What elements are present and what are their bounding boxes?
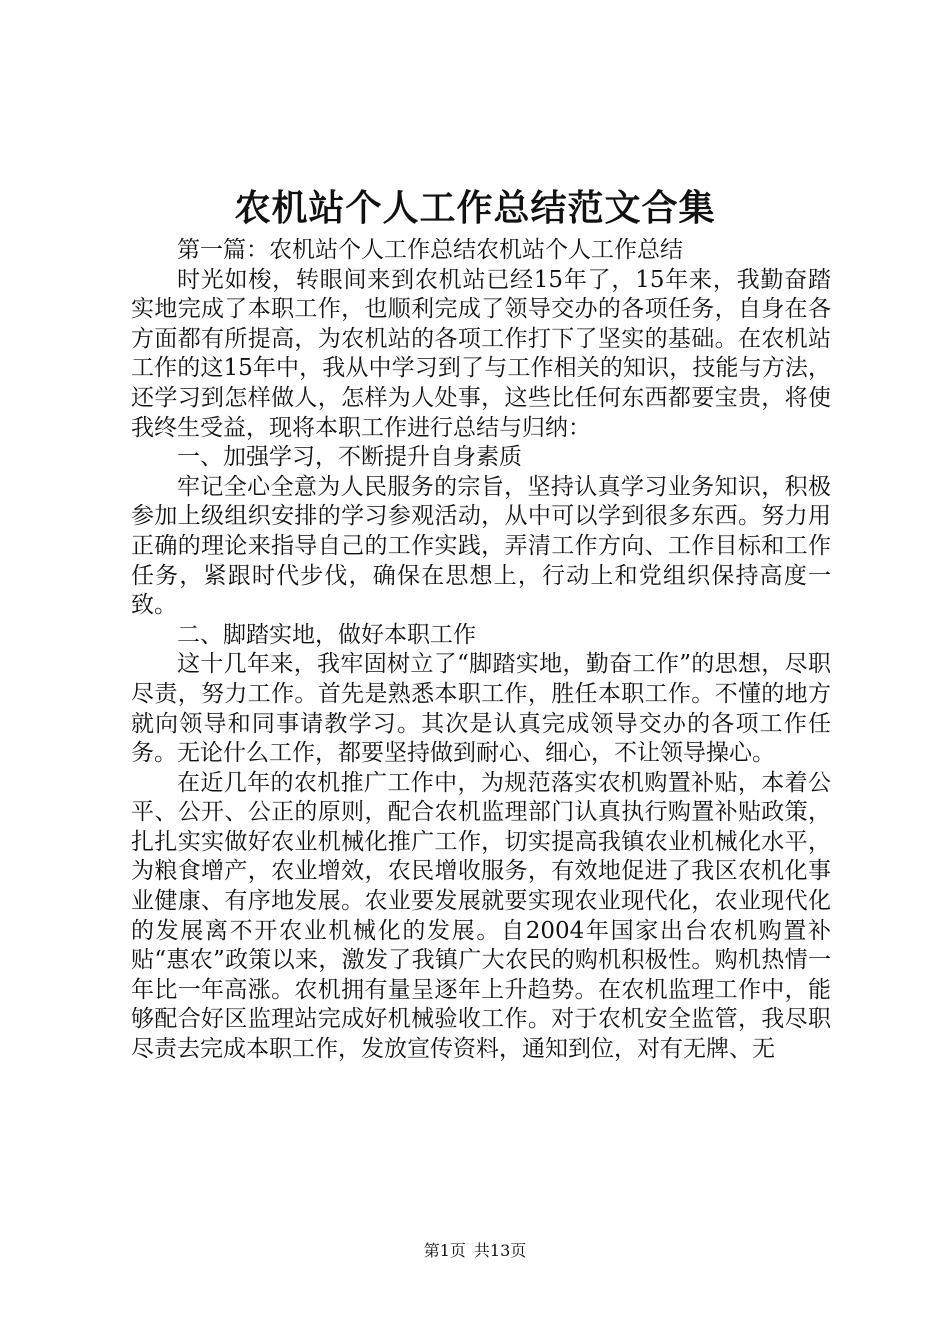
paragraph-intro: 时光如梭，转眼间来到农机站已经15年了，15年来，我勤奋踏实地完成了本职工作，也顺利完成了领导交办的各项任务，自身在各方面都有所提高，为农机站的各项工作打下了坚实的基础。在农机站工作的这15年中，我从中学习到了与工作相关的知识，技能与方法，还学习到怎样做人，怎样为人处事，这些比任何东西都要宝贵，将使我终生受益，现将本职工作进行总结与归纳： [131,266,831,441]
paragraph-study: 牢记全心全意为人民服务的宗旨，坚持认真学习业务知识，积极参加上级组织安排的学习参观活动，从中可以学到很多东西。努力用正确的理论来指导自己的工作实践，弄清工作方向、工作目标和工作任务，紧跟时代步伐，确保在思想上，行动上和党组织保持高度一致。 [131,473,831,619]
document-title: 农机站个人工作总结范文合集 [234,187,716,229]
paragraph-promotion: 在近几年的农机推广工作中，为规范落实农机购置补贴，本着公平、公开、公正的原则，配合农机监理部门认真执行购置补贴政策，扎扎实实做好农业机械化推广工作，切实提高我镇农业机械化水平，为粮食增产，农业增效，农民增收服务，有效地促进了我区农机化事业健康、有序地发展。农业要发展就要实现农业现代化，农业现代化的发展离不开农业机械化的发展。自2004年国家出台农机购置补贴“惠农”政策以来，激发了我镇广大农民的购机积极性。购机热情一年比一年高涨。农机拥有量呈逐年上升趋势。在农机监理工作中，能够配合好区监理站完成好机械验收工作。对于农机安全监管，我尽职尽责去完成本职工作，发放宣传资料，通知到位，对有无牌、无 [131,769,831,1063]
paragraph-duty: 这十几年来，我牢固树立了“脚踏实地，勤奋工作”的思想，尽职尽责，努力工作。首先是熟悉本职工作，胜任本职工作。不懂的地方就向领导和同事请教学习。其次是认真完成领导交办的各项工作任务。无论什么工作，都要坚持做到耐心、细心，不让领导操心。 [131,651,831,767]
section-heading-study: 一、加强学习，不断提升自身素质 [177,444,522,471]
section-heading-part-one: 第一篇：农机站个人工作总结农机站个人工作总结 [177,237,683,263]
page-footer [0,1240,950,1262]
document-body [131,236,831,1065]
page-number: 第1页 [423,1241,466,1260]
page-total: 共13页 [473,1241,527,1260]
section-heading-duty: 二、脚踏实地，做好本职工作 [177,621,476,648]
